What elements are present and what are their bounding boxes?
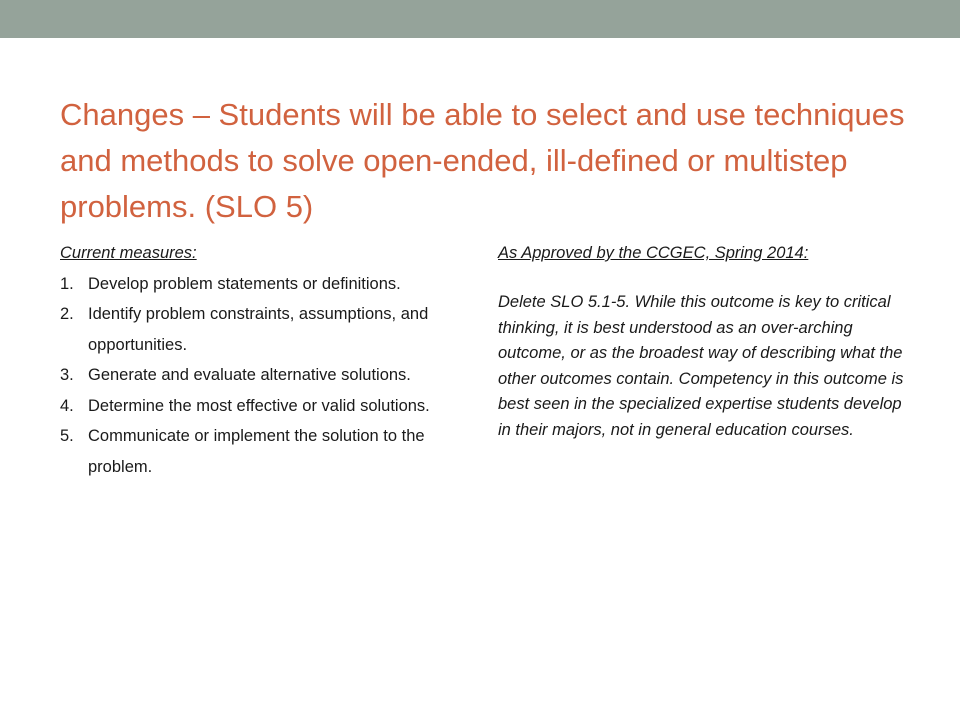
list-item-text: Develop problem statements or definitions. — [88, 274, 401, 293]
top-accent-bar — [0, 0, 960, 38]
list-item-text: Generate and evaluate alternative solutions. — [88, 366, 411, 384]
list-item — [60, 269, 460, 300]
slide-title: Changes – Students will be able to select and use techniques and methods to solve open-ended, ill-defined or multistep problems. (SLO 5) — [60, 97, 905, 224]
list-item-number: 5. — [60, 427, 74, 445]
measures-list — [60, 269, 460, 483]
list-item-text: Communicate or implement the solution to the problem. — [88, 427, 425, 476]
list-item — [60, 360, 460, 391]
list-item — [60, 421, 460, 482]
list-item-number: 4. — [60, 396, 74, 415]
approved-heading: As Approved by the CCGEC, Spring 2014: — [498, 244, 809, 262]
list-item — [60, 391, 460, 422]
approved-body-text: Delete SLO 5.1-5. While this outcome is key to critical thinking, it is best understood as an over-arching outcome, or as the broadest way of describing what the other outcomes contain. Competency in this outcome is best seen in the specialized expertise students develop in their majors, not in general education courses. — [498, 293, 904, 439]
list-item-number: 3. — [60, 366, 74, 384]
list-item-number: 1. — [60, 274, 74, 293]
current-measures-heading: Current measures: — [60, 244, 197, 262]
approved-column — [498, 238, 918, 443]
current-measures-column — [60, 238, 460, 482]
list-item-text: Determine the most effective or valid solutions. — [88, 396, 430, 415]
list-item-text: Identify problem constraints, assumptions, and opportunities. — [88, 305, 429, 354]
list-item — [60, 299, 460, 360]
list-item-number: 2. — [60, 305, 74, 323]
